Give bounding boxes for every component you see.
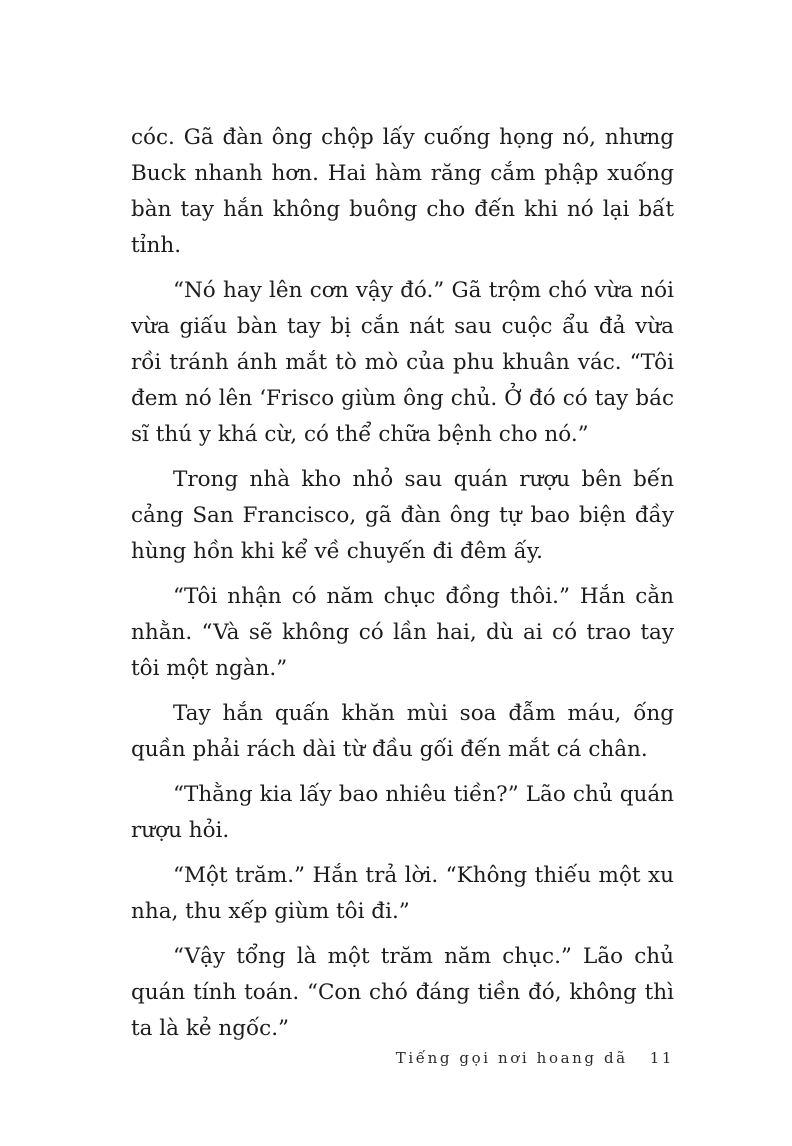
running-footer [396, 1049, 674, 1067]
page-number: 11 [649, 1049, 674, 1067]
paragraph-8: “Vậy tổng là một trăm năm chục.” Lão chủ quán tính toán. “Con chó đáng tiền đó, không thì ta là kẻ ngốc.” [131, 944, 674, 1041]
book-title: Tiếng gọi nơi hoang dã [395, 1049, 628, 1067]
paragraph-7: “Một trăm.” Hắn trả lời. “Không thiếu một xu nha, thu xếp giùm tôi đi.” [131, 863, 674, 924]
paragraph-2: “Nó hay lên cơn vậy đó.” Gã trộm chó vừa nói vừa giấu bàn tay bị cắn nát sau cuộc ẩu đả vừa rồi tránh ánh mắt tò mò của phu khuân vác. “Tôi đem nó lên ‘Frisco giùm ông chủ. Ở đó có tay bác sĩ thú y khá cừ, có thể chữa bệnh cho nó.” [131, 278, 674, 447]
paragraph-4: “Tôi nhận có năm chục đồng thôi.” Hắn cằn nhằn. “Và sẽ không có lần hai, dù ai có trao tay tôi một ngàn.” [131, 584, 674, 681]
paragraph-6: “Thằng kia lấy bao nhiêu tiền?” Lão chủ quán rượu hỏi. [131, 782, 674, 843]
body-text [131, 120, 674, 1056]
paragraph-5: Tay hắn quấn khăn mùi soa đẫm máu, ống quần phải rách dài từ đầu gối đến mắt cá chân. [131, 701, 674, 762]
paragraph-3: Trong nhà kho nhỏ sau quán rượu bên bến cảng San Francisco, gã đàn ông tự bao biện đầy hùng hồn khi kể về chuyến đi đêm ấy. [131, 467, 674, 564]
paragraph-1: cóc. Gã đàn ông chộp lấy cuống họng nó, nhưng Buck nhanh hơn. Hai hàm răng cắm phập xuống bàn tay hắn không buông cho đến khi nó lại bất tỉnh. [131, 125, 674, 258]
